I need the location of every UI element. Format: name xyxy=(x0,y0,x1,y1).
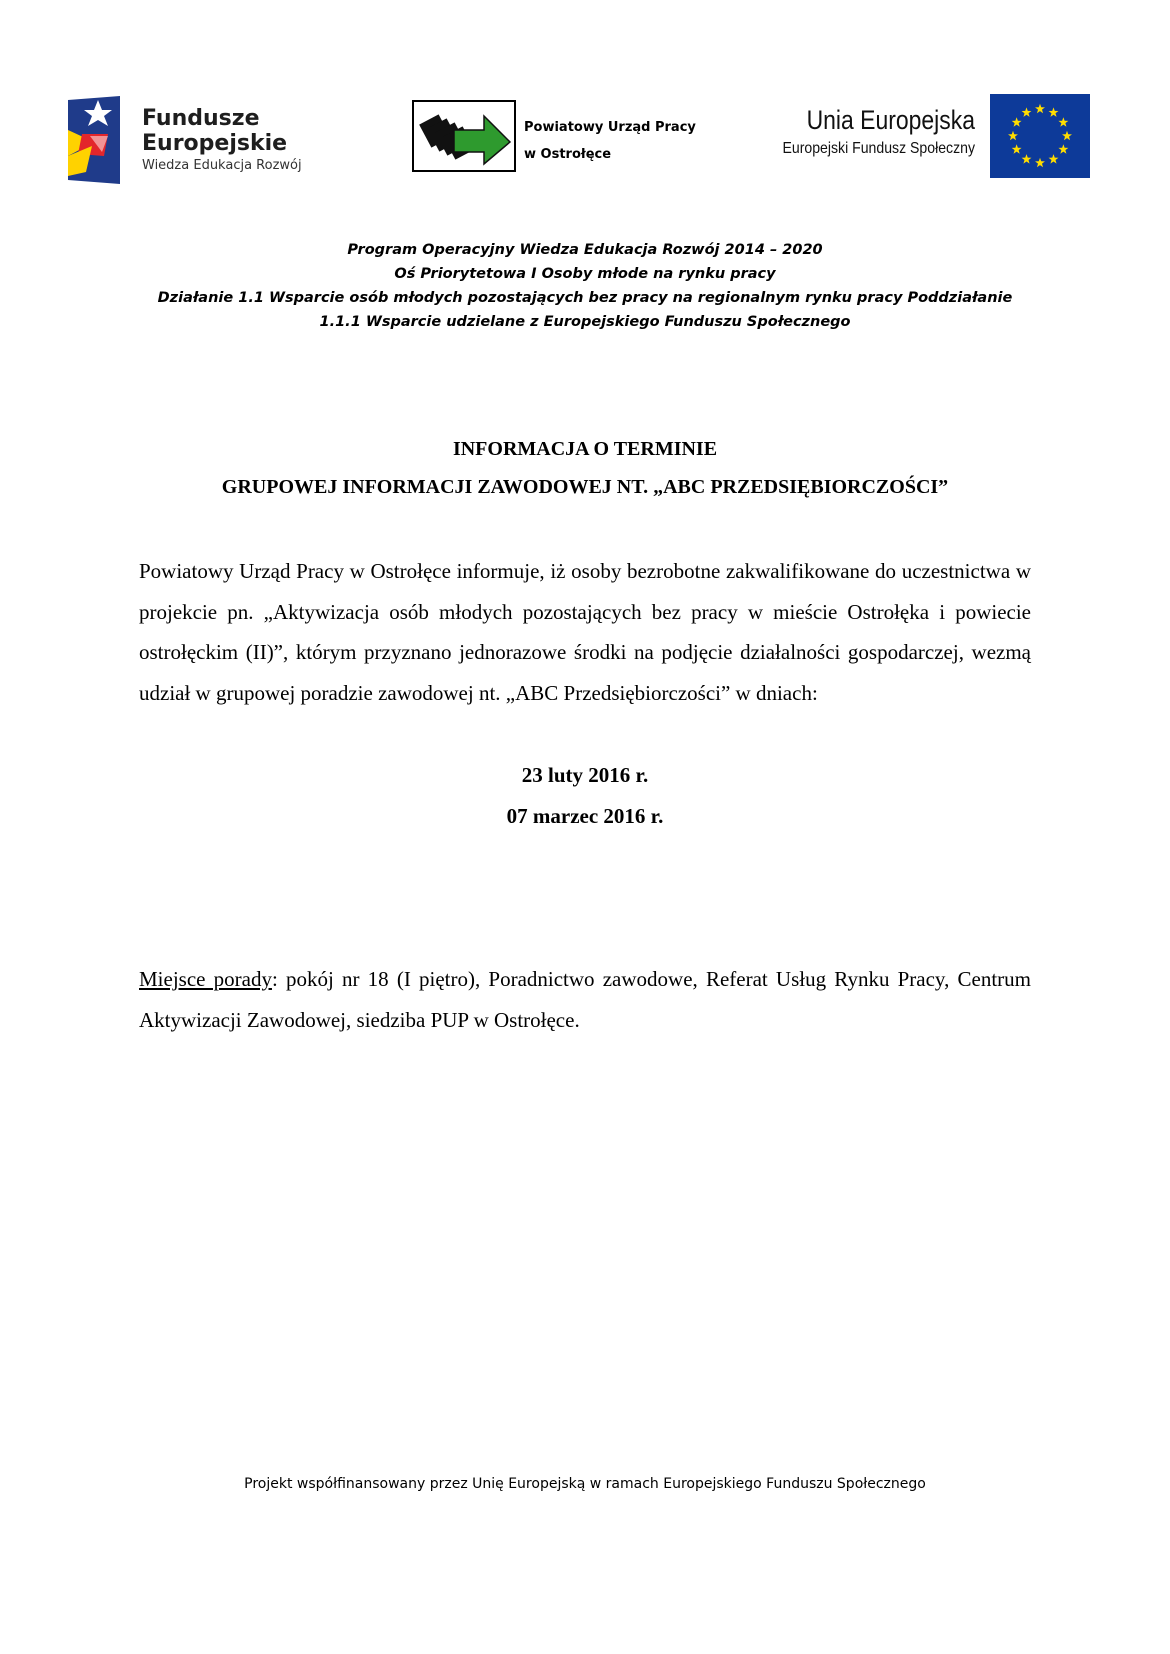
document-title xyxy=(60,430,1110,506)
eu-star-icon xyxy=(1049,154,1059,163)
eu-star-icon xyxy=(1058,117,1068,126)
ue-logo-title: Unia Europejska xyxy=(806,105,975,135)
place-text: : pokój nr 18 (I piętro), Poradnictwo zawodowe, Referat Usług Rynku Pracy, Centrum Aktywizacji Zawodowej, siedziba PUP w Ostrołęce. xyxy=(139,967,1031,1032)
pup-arrow-icon xyxy=(418,108,512,166)
eu-star-icon xyxy=(1022,107,1032,116)
ue-text xyxy=(755,104,975,162)
eu-star-icon xyxy=(1008,131,1018,140)
eu-star-icon xyxy=(1058,144,1068,153)
fe-logo-line1: Fundusze xyxy=(142,106,260,131)
fe-logo-line3: Wiedza Edukacja Rozwój xyxy=(142,158,302,173)
dates-block xyxy=(60,755,1110,836)
date-1: 23 luty 2016 r. xyxy=(521,763,649,787)
program-info xyxy=(60,238,1110,334)
eu-star-icon xyxy=(1049,107,1059,116)
eu-flag xyxy=(990,94,1090,178)
program-line-1: Program Operacyjny Wiedza Edukacja Rozwój 2014 – 2020 xyxy=(347,242,823,258)
program-line-4: 1.1.1 Wsparcie udzielane z Europejskiego Funduszu Społecznego xyxy=(319,314,851,330)
pup-logo-line2: w Ostrołęce xyxy=(524,147,612,162)
eu-star-icon xyxy=(1035,158,1045,167)
eu-star-icon xyxy=(1035,104,1045,113)
program-line-2: Oś Priorytetowa I Osoby młode na rynku pracy xyxy=(394,266,776,282)
fundusze-europejskie-text xyxy=(142,106,302,176)
pup-text xyxy=(524,114,696,168)
body-paragraph: Powiatowy Urząd Pracy w Ostrołęce informuje, iż osoby bezrobotne zakwalifikowane do uczestnictwa w projekcie pn. „Aktywizacja osób młodych pozostających bez pracy w mieście Ostrołęka i powiecie ostrołęckim (II)”, którym przyznano jednorazowe środki na podjęcie działalności gospodarczej, wezmą udział w grupowej poradzie zawodowej nt. „ABC Przedsiębiorczości” w dniach: xyxy=(139,559,1031,705)
ue-logo-subtitle: Europejski Fundusz Społeczny xyxy=(782,140,975,157)
unia-europejska-logo xyxy=(755,94,1095,186)
title-line-1: INFORMACJA O TERMINIE xyxy=(452,438,718,460)
eu-star-icon xyxy=(1022,154,1032,163)
eu-star-icon xyxy=(1012,144,1022,153)
powiatowy-urzad-pracy-logo xyxy=(412,100,712,180)
footer-note: Projekt współfinansowany przez Unię Europejską w ramach Europejskiego Funduszu Społecznego xyxy=(244,1476,926,1492)
place-label: Miejsce porady xyxy=(139,967,272,991)
fundusze-europejskie-emblem-icon xyxy=(68,96,120,184)
date-2: 07 marzec 2016 r. xyxy=(506,803,664,828)
fe-logo-line2: Europejskie xyxy=(142,131,288,156)
eu-stars-icon xyxy=(990,94,1090,178)
eu-star-icon xyxy=(1062,131,1072,140)
eu-star-icon xyxy=(1012,117,1022,126)
place-paragraph xyxy=(139,959,1031,1040)
title-line-2: GRUPOWEJ INFORMACJI ZAWODOWEJ NT. „ABC PRZEDSIĘBIORCZOŚCI” xyxy=(221,476,949,498)
fundusze-europejskie-logo xyxy=(68,96,358,186)
program-line-3: Działanie 1.1 Wsparcie osób młodych pozostających bez pracy na regionalnym rynku pracy Poddziałanie xyxy=(157,290,1013,306)
pup-logo-line1: Powiatowy Urząd Pracy xyxy=(524,120,696,135)
pup-emblem xyxy=(412,100,516,172)
header-logos xyxy=(0,90,1170,190)
